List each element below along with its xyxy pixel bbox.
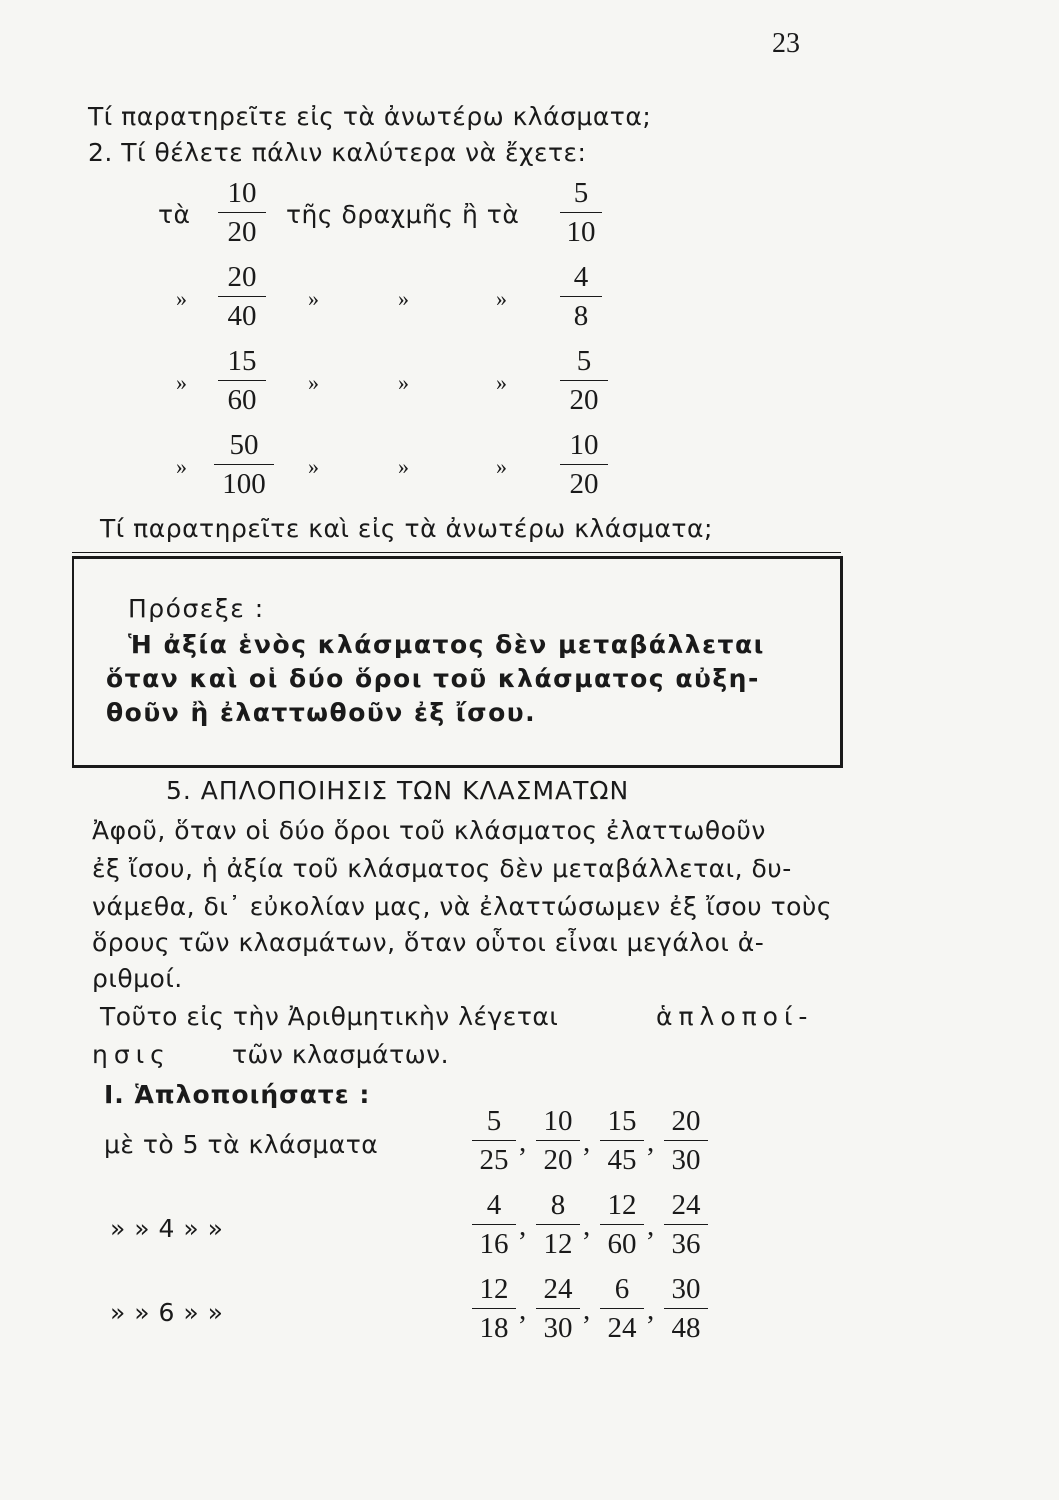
fraction-bar [600,1140,644,1141]
ditto-mark: » [398,370,409,395]
numerator: 24 [671,1189,701,1221]
note-line-3: θοῦν ἢ ἐλαττωθοῦν ἐξ ἴσου. [106,698,537,727]
fraction-right-2 [560,260,602,333]
numerator: 8 [550,1189,566,1221]
denominator: 60 [607,1228,637,1260]
fraction-bar [600,1308,644,1309]
question-line-3: Τί παρατηρεῖτε καὶ εἰς τὰ ἀνωτέρω κλάσματα; [100,514,713,543]
note-box-bottom-rule [72,766,841,767]
fraction-bar [664,1140,708,1141]
fraction-bar [536,1224,580,1225]
exercise-fraction [536,1188,580,1261]
numerator: 12 [479,1273,509,1305]
denominator: 16 [479,1228,509,1260]
fraction-bar [214,464,274,465]
ditto-mark: » [398,454,409,479]
note-heading: Πρόσεξε : [128,594,265,623]
fraction-separator: , [583,1126,591,1158]
denominator: 100 [222,468,266,500]
denominator: 30 [543,1312,573,1344]
ditto-mark: » [308,370,319,395]
ditto-mark: » [176,454,187,479]
term-simplification: ἁπλοποί- [656,1002,814,1031]
denominator: 48 [671,1312,701,1344]
comparison-prefix: τὰ [158,200,191,229]
numerator: 50 [229,429,259,461]
denominator: 12 [543,1228,573,1260]
section-title: 5. ΑΠΛΟΠΟΙΗΣΙΣ ΤΩΝ ΚΛΑΣΜΑΤΩΝ [166,776,630,805]
denominator: 25 [479,1144,509,1176]
exercise-fraction [600,1272,644,1345]
ditto-mark: » [176,370,187,395]
exercise-fraction [600,1188,644,1261]
fraction-left-1 [218,176,266,249]
numerator: 30 [671,1273,701,1305]
denominator: 20 [227,216,257,248]
fraction-separator: , [583,1210,591,1242]
paragraph-line-5: ριθμοί. [92,964,183,993]
numerator: 10 [227,177,257,209]
denominator: 40 [227,300,257,332]
fraction-right-1 [560,176,602,249]
ditto-mark: » [496,286,507,311]
denominator: 18 [479,1312,509,1344]
denominator: 20 [543,1144,573,1176]
fraction-bar [218,212,266,213]
exercise-row-3-label: » » 6 » » [110,1298,224,1327]
note-line-1: Ἡ ἀξία ἑνὸς κλάσματος δὲν μεταβάλλεται [128,630,765,659]
numerator: 5 [486,1105,502,1137]
fraction-right-4 [560,428,608,501]
fraction-bar [472,1224,516,1225]
fraction-left-3 [218,344,266,417]
numerator: 15 [227,345,257,377]
ditto-mark: » [398,286,409,311]
fraction-left-4 [214,428,274,501]
fraction-separator: , [519,1294,527,1326]
fraction-bar [218,380,266,381]
fraction-bar [560,380,608,381]
denominator: 8 [573,300,589,332]
fraction-bar [664,1224,708,1225]
numerator: 6 [614,1273,630,1305]
ditto-mark: » [176,286,187,311]
comparison-middle: τῆς δραχμῆς ἢ τὰ [286,200,520,229]
numerator: 20 [227,261,257,293]
fraction-separator: , [583,1294,591,1326]
exercise-fraction [472,1188,516,1261]
numerator: 24 [543,1273,573,1305]
paragraph-line-4: ὅρους τῶν κλασμάτων, ὅταν οὗτοι εἶναι μεγάλοι ἀ- [92,928,765,957]
question-line-2: 2. Τί θέλετε πάλιν καλύτερα νὰ ἔχετε: [88,138,587,167]
ditto-mark: » [496,370,507,395]
exercise-fraction [536,1104,580,1177]
note-box-top-rule [72,552,841,553]
numerator: 10 [569,429,599,461]
ditto-mark: » [308,454,319,479]
exercise-fraction [664,1272,708,1345]
note-box [72,556,843,768]
paragraph-line-2: ἐξ ἴσου, ἡ ἀξία τοῦ κλάσματος δὲν μεταβάλλεται, δυ- [92,854,792,883]
numerator: 10 [543,1105,573,1137]
numerator: 4 [573,261,589,293]
exercise-fraction [664,1104,708,1177]
fraction-separator: , [519,1126,527,1158]
exercise-fraction [472,1272,516,1345]
numerator: 5 [576,345,592,377]
ditto-mark: » [308,286,319,311]
fraction-left-2 [218,260,266,333]
paragraph2-line-2: τῶν κλασμάτων. [232,1040,450,1069]
denominator: 36 [671,1228,701,1260]
denominator: 10 [566,216,596,248]
fraction-separator: , [647,1126,655,1158]
fraction-bar [600,1224,644,1225]
fraction-bar [560,464,608,465]
fraction-bar [560,212,602,213]
paragraph-line-3: νάμεθα, δι᾽ εὐκολίαν μας, νὰ ἐλαττώσωμεν ἐξ ἴσου τοὺς [92,892,833,921]
exercise-fraction [536,1272,580,1345]
fraction-bar [472,1140,516,1141]
exercise-row-1-label: μὲ τὸ 5 τὰ κλάσματα [104,1130,379,1159]
fraction-bar [560,296,602,297]
fraction-bar [536,1308,580,1309]
note-line-2: ὅταν καὶ οἱ δύο ὅροι τοῦ κλάσματος αὐξη- [106,664,760,693]
numerator: 15 [607,1105,637,1137]
ditto-mark: » [496,454,507,479]
paragraph-line-1: Ἀφοῦ, ὅταν οἱ δύο ὅροι τοῦ κλάσματος ἐλαττωθοῦν [92,816,766,845]
numerator: 4 [486,1189,502,1221]
denominator: 30 [671,1144,701,1176]
fraction-bar [664,1308,708,1309]
exercise-heading: Ι. Ἁπλοποιήσατε : [104,1080,371,1109]
paragraph2-line-1: Τοῦτο εἰς τὴν Ἀριθμητικὴν λέγεται [100,1002,559,1031]
numerator: 12 [607,1189,637,1221]
exercise-fraction [472,1104,516,1177]
page-number: 23 [772,28,800,59]
fraction-separator: , [647,1210,655,1242]
denominator: 60 [227,384,257,416]
denominator: 20 [569,468,599,500]
denominator: 24 [607,1312,637,1344]
fraction-bar [472,1308,516,1309]
fraction-bar [536,1140,580,1141]
question-line-1: Τί παρατηρεῖτε εἰς τὰ ἀνωτέρω κλάσματα; [88,102,652,131]
exercise-row-2-label: » » 4 » » [110,1214,224,1243]
fraction-separator: , [519,1210,527,1242]
exercise-fraction [600,1104,644,1177]
fraction-separator: , [647,1294,655,1326]
numerator: 20 [671,1105,701,1137]
term-simplification-cont: ησις [92,1040,171,1069]
numerator: 5 [573,177,589,209]
fraction-bar [218,296,266,297]
denominator: 45 [607,1144,637,1176]
exercise-fraction [664,1188,708,1261]
fraction-right-3 [560,344,608,417]
denominator: 20 [569,384,599,416]
